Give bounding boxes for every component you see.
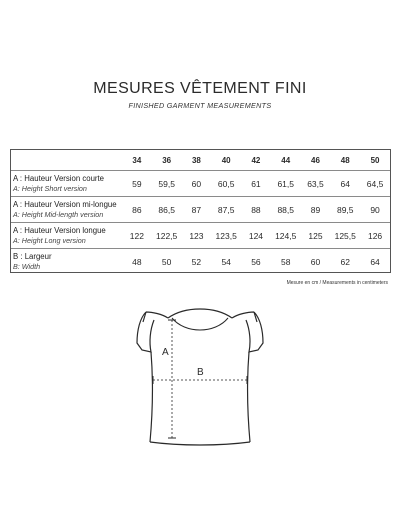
table-cell: 56 (241, 249, 271, 275)
table-cell: 88,5 (271, 197, 301, 223)
table-cell: 61,5 (271, 171, 301, 197)
table-cell: 64 (360, 249, 390, 275)
table-cell: 125,5 (330, 223, 360, 249)
table-cell: 125 (301, 223, 331, 249)
table-header-size: 48 (340, 155, 350, 165)
table-cell: 122,5 (152, 223, 182, 249)
table-cell: 87 (182, 197, 212, 223)
table-header-size: 44 (281, 155, 291, 165)
table-cell: 50 (152, 249, 182, 275)
table-cell: 63,5 (301, 171, 331, 197)
page-title: MESURES VÊTEMENT FINI (93, 80, 307, 97)
table-header-size: 46 (311, 155, 320, 165)
table-cell: 90 (360, 197, 390, 223)
table-cell: 48 (122, 249, 152, 275)
table-cell: 58 (271, 249, 301, 275)
table-cell: 64,5 (360, 171, 390, 197)
units-note: Mesure en cm / Measurements in centimeters (286, 280, 388, 286)
table-cell: 86,5 (152, 197, 182, 223)
dimension-label-b: B (197, 367, 204, 378)
table-cell: 89,5 (330, 197, 360, 223)
table-cell: 54 (211, 249, 241, 275)
table-cell: 59,5 (152, 171, 182, 197)
table-header-size: 34 (132, 155, 142, 165)
table-cell: 126 (360, 223, 390, 249)
table-cell: 52 (182, 249, 212, 275)
garment-hem (150, 442, 250, 445)
row-label-fr: B : Largeur (13, 251, 52, 261)
row-label-en: B: Width (13, 261, 41, 271)
row-label-en: A: Height Long version (13, 235, 86, 245)
table-cell: 124,5 (271, 223, 301, 249)
table-cell: 59 (122, 171, 152, 197)
table-header-size: 40 (221, 155, 231, 165)
table-cell: 123 (182, 223, 212, 249)
row-label-fr: A : Hauteur Version longue (13, 225, 106, 235)
table-cell: 124 (241, 223, 271, 249)
table-header-size: 36 (162, 155, 172, 165)
row-label-en: A: Height Mid-length version (13, 209, 104, 219)
table-cell: 86 (122, 197, 152, 223)
table-cell: 60,5 (211, 171, 241, 197)
row-label-fr: A : Hauteur Version courte (13, 173, 105, 183)
table-cell: 87,5 (211, 197, 241, 223)
table-cell: 62 (330, 249, 360, 275)
table-header-size: 42 (251, 155, 261, 165)
page-subtitle: FINISHED GARMENT MEASUREMENTS (128, 101, 272, 110)
table-header-size: 38 (191, 155, 201, 165)
row-label-fr: A : Hauteur Version mi-longue (13, 199, 117, 209)
garment-right-side (247, 352, 250, 442)
table-header-size: 50 (370, 155, 380, 165)
table-cell: 89 (301, 197, 331, 223)
garment-top-outline (143, 309, 257, 322)
garment-right-sleeve (246, 312, 263, 352)
row-label-en: A: Height Short version (13, 183, 87, 193)
table-cell: 61 (241, 171, 271, 197)
table-cell: 60 (301, 249, 331, 275)
garment-neckline (172, 318, 228, 330)
table-cell: 64 (330, 171, 360, 197)
table-cell: 60 (182, 171, 212, 197)
dimension-label-a: A (162, 347, 169, 358)
table-cell: 122 (122, 223, 152, 249)
garment-left-sleeve (137, 312, 154, 352)
table-cell: 123,5 (211, 223, 241, 249)
table-cell: 88 (241, 197, 271, 223)
garment-left-side (150, 352, 153, 442)
